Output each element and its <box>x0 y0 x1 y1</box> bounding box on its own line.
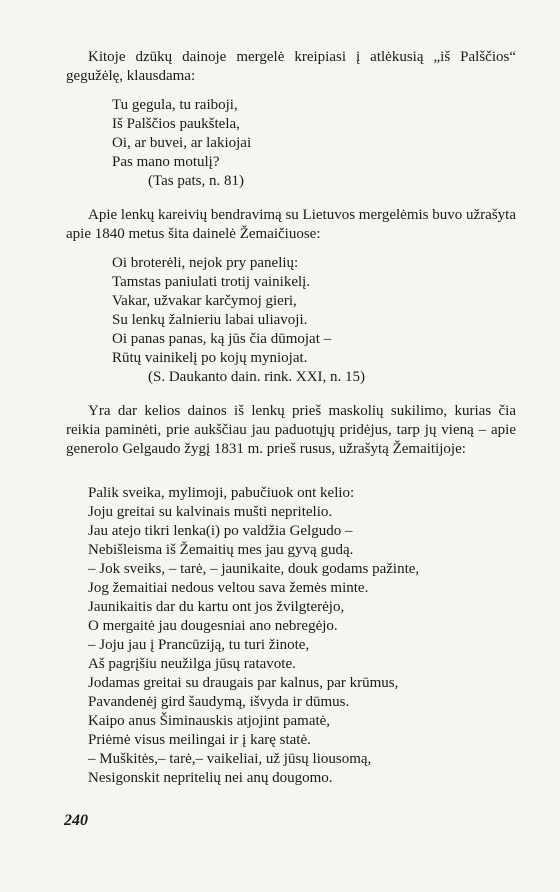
verse-gelgudo <box>88 484 419 788</box>
verse-broterele <box>112 254 365 387</box>
verse-line: Vakar, užvakar karčymoj gieri, <box>112 293 297 309</box>
verse-line: Palik sveika, mylimoji, pabučiuok ont kelio: <box>88 485 355 501</box>
verse-line: Priėmė visus meilingai ir į karę statė. <box>88 732 311 748</box>
verse-line: Jodamas greitai su draugais par kalnus, par krūmus, <box>88 675 399 691</box>
verse-line: Iš Palščios paukštela, <box>112 116 240 132</box>
verse-line: Rūtų vainikelį po kojų myniojat. <box>112 350 308 366</box>
verse-line: – Muškitės,– tarė,– vaikeliai, už jūsų liousomą, <box>88 751 372 767</box>
verse-line: Jaunikaitis dar du kartu ont jos žvilgterėjo, <box>88 599 345 615</box>
page-number: 240 <box>64 812 88 829</box>
verse-line: Aš pagrįšiu neužilga jūsų ratavote. <box>88 656 296 672</box>
verse-source: (Tas pats, n. 81) <box>148 173 245 189</box>
verse-line: Oi, ar buvei, ar lakiojai <box>112 135 252 151</box>
verse-line: O mergaitė jau dougesniai ano nebregėjo. <box>88 618 338 634</box>
verse-line: Pas mano motulį? <box>112 154 220 170</box>
verse-line: – Joju jau į Prancūziją, tu turi žinote, <box>88 637 310 653</box>
verse-line: Nebišleisma iš Žemaitių mes jau gyvą gudą. <box>88 542 354 558</box>
verse-line: Nesigonskit nepritelių nei anų dougomo. <box>88 770 333 786</box>
paragraph-intro-dzuku: Kitoje dzūkų dainoje mergelė kreipiasi į atlėkusią „iš Palščios“ gegužėlę, klausdama: <box>66 49 516 84</box>
verse-line: Pavandenėj gird šaudymą, išvyda ir dūmus. <box>88 694 350 710</box>
verse-line: Tamstas paniulati trotij vainikelį. <box>112 274 311 290</box>
verse-line: Jau atejo tikri lenka(i) po valdžia Gelgudo – <box>88 523 353 539</box>
paragraph-intro-gelgaudo: Yra dar kelios dainos iš lenkų prieš maskolių sukilimo, kurias čia reikia paminėti, prie aukščiau jau paduotųjų pridėjus, tarp jų vieną – apie generolo Gelgaudo žygį 1831 m. prieš rusus, užrašytą Žemaitijoje: <box>66 403 516 457</box>
verse-gegula <box>112 96 251 191</box>
verse-line: Tu gegula, tu raiboji, <box>112 97 238 113</box>
verse-line: Kaipo anus Šiminauskis atjojint pamatė, <box>88 713 331 729</box>
paragraph-intro-lenku: Apie lenkų kareivių bendravimą su Lietuvos mergelėmis buvo užrašyta apie 1840 metus šita dainelė Žemaičiuose: <box>66 207 516 242</box>
verse-line: – Jok sveiks, – tarė, – jaunikaite, douk godams pažinte, <box>88 561 420 577</box>
verse-source: (S. Daukanto dain. rink. XXI, n. 15) <box>148 369 366 385</box>
verse-line: Joju greitai su kalvinais mušti nepritelio. <box>88 504 333 520</box>
verse-line: Oi panas panas, ką jūs čia dūmojat – <box>112 331 332 347</box>
verse-line: Su lenkų žalnieriu labai uliavoji. <box>112 312 308 328</box>
verse-line: Jog žemaitiai nedous veltou sava žemės minte. <box>88 580 369 596</box>
verse-line: Oi broterėli, nejok pry panelių: <box>112 255 299 271</box>
